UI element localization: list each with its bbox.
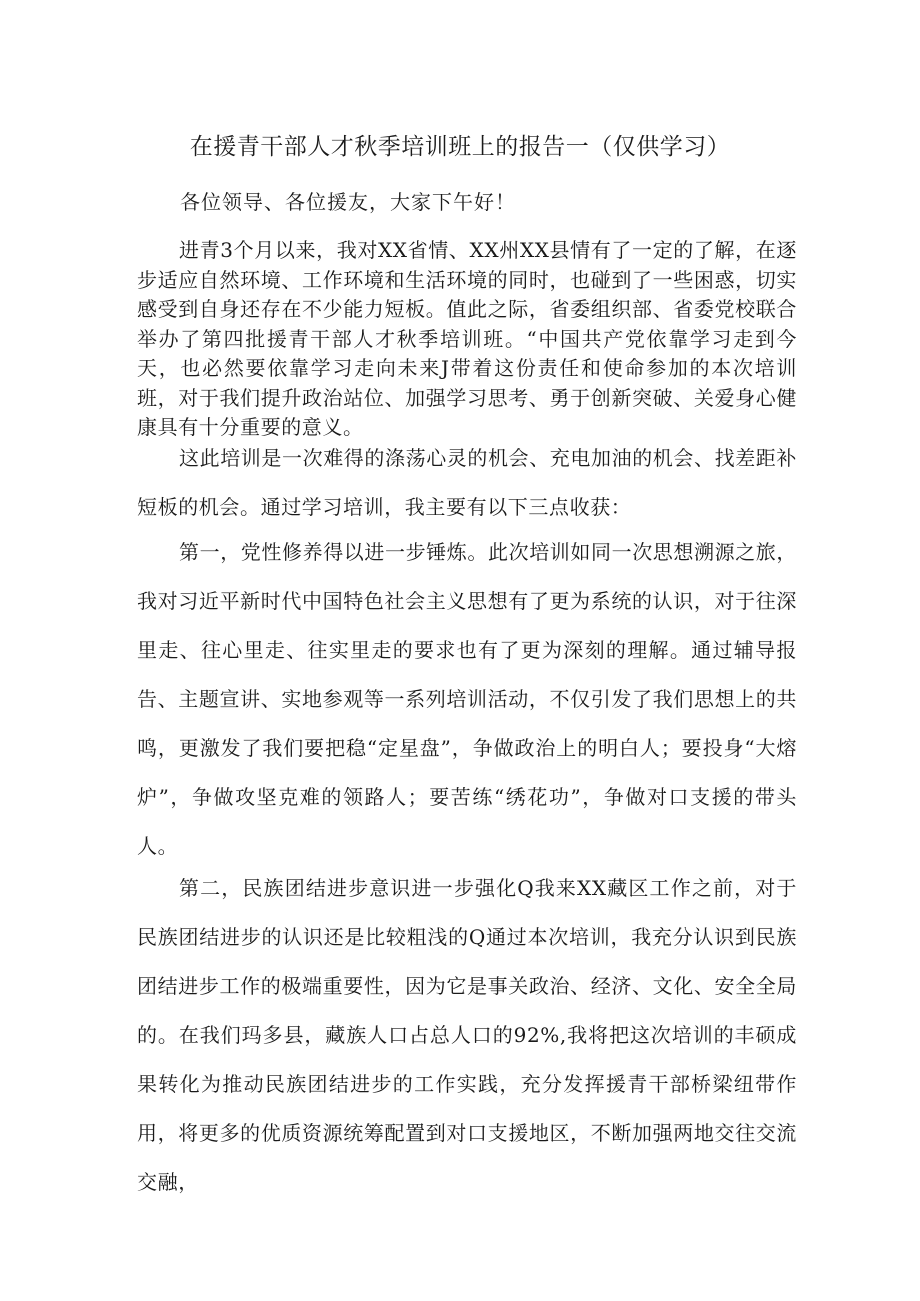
document-title: 在援青干部人才秋季培训班上的报告一（仅供学习） <box>189 134 731 160</box>
paragraph-first-gain: 第一，党性修养得以进一步锤炼。此次培训如同一次思想溯源之旅，我对习近平新时代中国特色社会主义思想有了更为系统的认识，对于往深里走、往心里走、往实里走的要求也有了更为深刻的理解。通过辅导报告、主题宣讲、实地参观等一系列培训活动，不仅引发了我们思想上的共鸣，更激发了我们要把稳“定星盘”，争做政治上的明白人；要投身“大熔炉”，争做攻坚克难的领路人；要苦练“绣花功”，争做对口支援的带头人。 <box>137 540 797 858</box>
paragraph-intro: 进青3个月以来，我对XX省情、XX州XX县情有了一定的了解，在逐步适应自然环境、工作环境和生活环境的同时，也碰到了一些困惑，切实感受到自身还存在不少能力短板。值此之际，省委组织部、省委党校联合举办了第四批援青干部人才秋季培训班。“中国共产党依靠学习走到今天，也必然要依靠学习走向未来J带着这份责任和使命参加的本次培训班，对于我们提升政治站位、加强学习思考、勇于创新突破、关爱身心健康具有十分重要的意义。 <box>137 238 797 439</box>
paragraph-training-summary: 这此培训是一次难得的涤荡心灵的机会、充电加油的机会、找差距补短板的机会。通过学习培训，我主要有以下三点收获： <box>137 446 797 519</box>
greeting-line: 各位领导、各位援友，大家下午好！ <box>180 190 516 214</box>
paragraph-second-gain: 第二，民族团结进步意识进一步强化Q我来XX藏区工作之前，对于民族团结进步的认识还是比较粗浅的Q通过本次培训，我充分认识到民族团结进步工作的极端重要性，因为它是事关政治、经济、文化、安全全局的。在我们玛多县，藏族人口占总人口的92%,我将把这次培训的丰硕成果转化为推动民族团结进步的工作实践，充分发挥援青干部桥梁纽带作用，将更多的优质资源统筹配置到对口支援地区，不断加强两地交往交流交融， <box>137 876 797 1194</box>
